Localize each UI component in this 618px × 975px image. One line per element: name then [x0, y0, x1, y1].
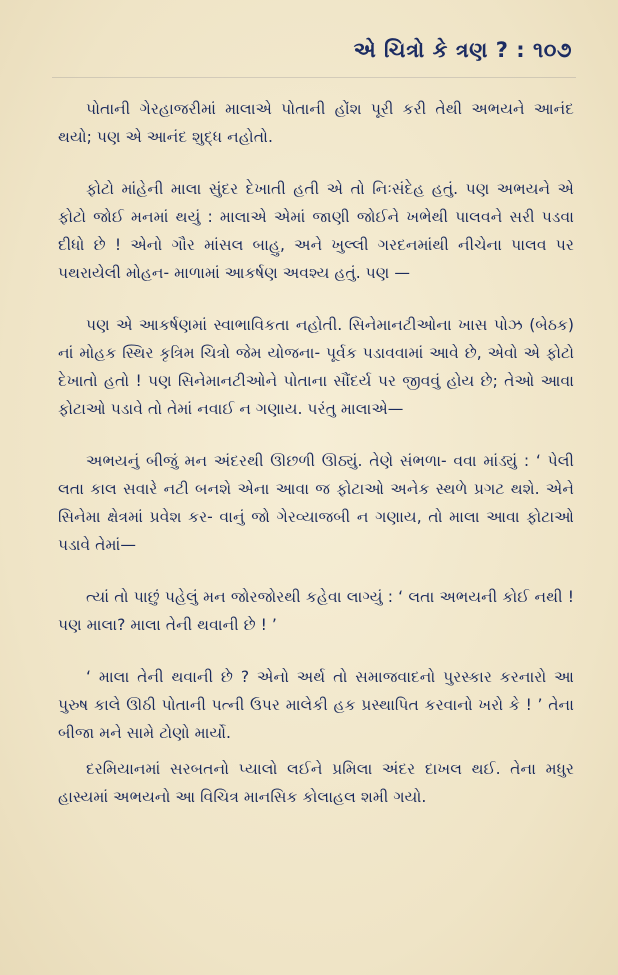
paragraph-1: પોતાની ગેરહાજરીમાં માલાએ પોતાની હોંશ પૂરી કરી તેથી અભયને આનંદ થયો; પણ એ આનંદ શુદ્ધ નહોતો. [58, 100, 574, 146]
paragraph-3: પણ એ આકર્ષણમાં સ્વાભાવિકતા નહોતી. સિનેમાનટીઓના ખાસ પોઝ (બેઠક) નાં મોહક સ્થિર કૃત્રિમ ચિત્રો જેમ યોજના- પૂર્વક પડાવવામાં આવે છે, એવો એ ફોટો દેખાતો હતો ! પણ સિનેમાનટીઓને પોતાના સૌંદર્ય પર જીવવું હોય છે; તેઓ આવા ફોટાઓ પડાવે તો તેમાં નવાઈ ન ગણાય. પરંતુ માલાએ— [58, 316, 574, 418]
header-divider [52, 77, 576, 78]
running-header: એ ચિત્રો કે ત્રણ ? : ૧૦૭ [353, 38, 572, 62]
page-body [58, 95, 574, 811]
paragraph-4: અભયનું બીજું મન અંદરથી ઊછળી ઊઠ્યું. તેણે સંભળા- વવા માંડ્યું : ‘ પેલી લતા કાલ સવારે નટી બનશે એના આવા જ ફોટાઓ અનેક સ્થળે પ્રગટ થશે. એને સિનેમા ક્ષેત્રમાં પ્રવેશ કર- વાનું જો ગેરવ્યાજબી ન ગણાય, તો માલા આવા ફોટાઓ પડાવે તેમાં— [58, 452, 574, 554]
paragraph-7: દરમિયાનમાં સરબતનો પ્યાલો લઈને પ્રમિલા અંદર દાખલ થઈ. તેના મધુર હાસ્યમાં અભયનો આ વિચિત્ર માનસિક કોલાહલ શમી ગયો. [58, 760, 574, 806]
paragraph-2: ફોટો માંહેની માલા સુંદર દેખાતી હતી એ તો નિઃસંદેહ હતું. પણ અભયને એ ફોટો જોઈ મનમાં થયું : માલાએ એમાં જાણી જોઈને ખભેથી પાલવને સરી પડવા દીધો છે ! એનો ગૌર માંસલ બાહુ, અને ખુલ્લી ગરદનમાંથી નીચેના પાલવ પર પથરાયેલી મોહન- માળામાં આકર્ષણ અવશ્ય હતું. પણ — [58, 180, 574, 282]
paragraph-6: ‘ માલા તેની થવાની છે ? એનો અર્થ તો સમાજવાદનો પુરસ્કાર કરનારો આ પુરુષ કાલે ઊઠી પોતાની પત્ની ઉપર માલેકી હક પ્રસ્થાપિત કરવાનો ખરો કે ! ’ તેના બીજા મને સામે ટોણો માર્યો. [58, 668, 574, 742]
paragraph-5: ત્યાં તો પાછું પહેલું મન જોરજોરથી કહેવા લાગ્યું : ‘ લતા અભયની કોઈ નથી ! પણ માલા? માલા તેની થવાની છે ! ’ [58, 588, 574, 634]
